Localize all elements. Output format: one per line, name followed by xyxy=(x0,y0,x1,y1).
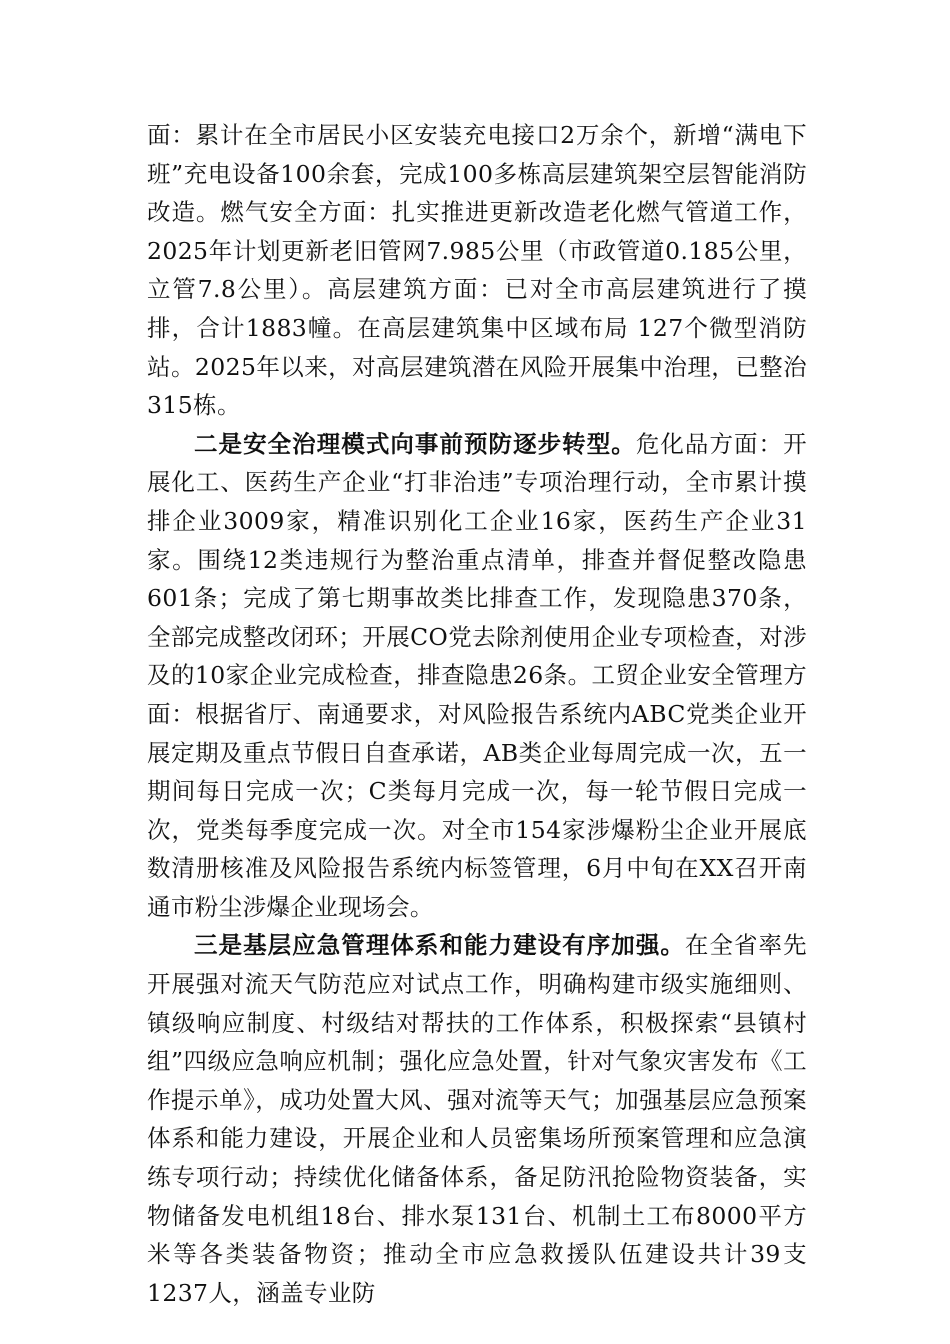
paragraph-heading: 二是安全治理模式向事前预防逐步转型。 xyxy=(194,429,636,458)
paragraph-continuation xyxy=(147,116,807,425)
paragraph-emergency-management xyxy=(147,926,807,1312)
paragraph-text: 面：累计在全市居民小区安装充电接口2万余个，新增“满电下班”充电设备100余套，完成100多栋高层建筑架空层智能消防改造。燃气安全方面：扎实推进更新改造老化燃气管道工作，2025年计划更新老旧管网7.985公里（市政管道0.185公里，立管7.8公里）。高层建筑方面：已对全市高层建筑进行了摸排，合计1883幢。在高层建筑集中区域布局 127个微型消防站。2025年以来，对高层建筑潜在风险开展集中治理，已整治315栋。 xyxy=(147,121,807,420)
paragraph-heading: 三是基层应急管理体系和能力建设有序加强。 xyxy=(194,931,685,960)
paragraph-text: 在全省率先开展强对流天气防范应对试点工作，明确构建市级实施细则、镇级响应制度、村级结对帮扶的工作体系，积极探索“县镇村组”四级应急响应机制；强化应急处置，针对气象灾害发布《工作提示单》，成功处置大风、强对流等天气；加强基层应急预案体系和能力建设，开展企业和人员密集场所预案管理和应急演练专项行动；持续优化储备体系，备足防汛抢险物资装备，实物储备发电机组18台、排水泵131台、机制土工布8000平方米等各类装备物资；推动全市应急救援队伍建设共计39支1237人，涵盖专业防 xyxy=(147,931,808,1307)
document-body xyxy=(147,116,807,1312)
paragraph-text: 危化品方面：开展化工、医药生产企业“打非治违”专项治理行动，全市累计摸排企业3009家，精准识别化工企业16家，医药生产企业31家。围绕12类违规行为整治重点清单，排查并督促整改隐患601条；完成了第七期事故类比排查工作，发现隐患370条，全部完成整改闭环；开展CO党去除剂使用企业专项检查，对涉及的10家企业完成检查，排查隐患26条。工贸企业安全管理方面：根据省厅、南通要求，对风险报告系统内ABC党类企业开展定期及重点节假日自查承诺，AB类企业每周完成一次，五一期间每日完成一次；C类每月完成一次，每一轮节假日完成一次，党类每季度完成一次。对全市154家涉爆粉尘企业开展底数清册核准及风险报告系统内标签管理，6月中旬在XX召开南通市粉尘涉爆企业现场会。 xyxy=(147,429,807,921)
paragraph-safety-governance xyxy=(147,425,807,927)
